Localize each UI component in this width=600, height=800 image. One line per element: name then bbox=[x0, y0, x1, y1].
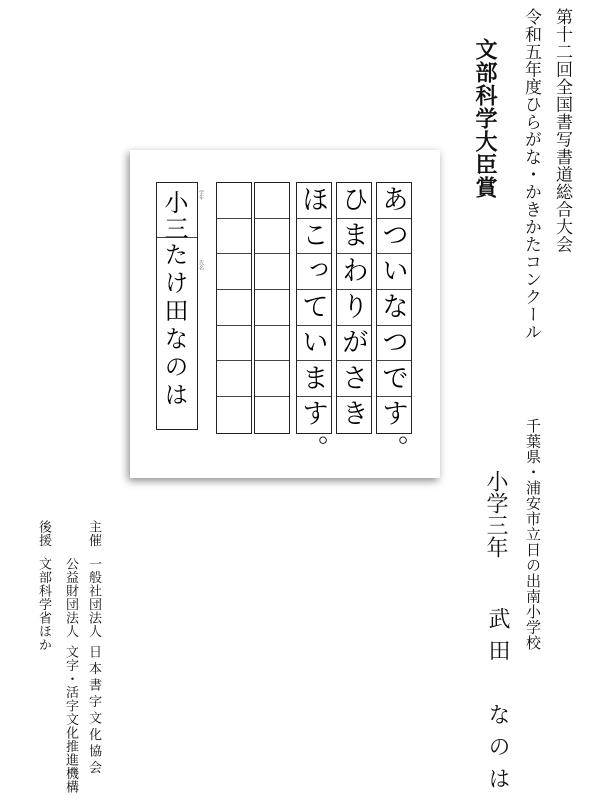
host-1-type: 一般社団法人 bbox=[86, 557, 101, 638]
host-2-type: 公益財団法人 bbox=[63, 557, 78, 638]
event-title-line2: 令和五年度ひらがな・かきかたコンクール bbox=[521, 8, 541, 341]
name-field-label: 氏名 bbox=[198, 260, 204, 270]
grade-field-label: 学年 bbox=[198, 190, 204, 200]
event-title-line1: 第十二回全国書写書道総合大会 bbox=[552, 8, 572, 253]
school-name: 千葉県・浦安市立日の出南小学校 bbox=[524, 418, 542, 651]
host-1-name: 日本書字文化協会 bbox=[86, 645, 101, 777]
calligraphy-artwork bbox=[130, 150, 440, 478]
support-label: 後援 bbox=[36, 520, 51, 547]
award-name: 文部科学大臣賞 bbox=[472, 38, 498, 199]
handwritten-name: たけ田なのは bbox=[160, 242, 188, 410]
handwritten-line-1: あついなつです。 bbox=[377, 185, 408, 471]
student-name: 武田 なのは bbox=[485, 607, 510, 799]
handwritten-grade: 小三 bbox=[160, 190, 188, 242]
handwritten-line-3: ほこっています。 bbox=[297, 185, 328, 471]
handwritten-line-2: ひまわりがさき bbox=[337, 185, 368, 435]
host-label: 主催 bbox=[86, 520, 101, 547]
host-2-name: 文字・活字文化推進機構 bbox=[63, 645, 78, 794]
support-1: 文部科学省ほか bbox=[36, 557, 51, 652]
blank-column-2 bbox=[216, 182, 252, 434]
student-grade: 小学三年 bbox=[483, 470, 508, 558]
blank-column-1 bbox=[254, 182, 290, 434]
